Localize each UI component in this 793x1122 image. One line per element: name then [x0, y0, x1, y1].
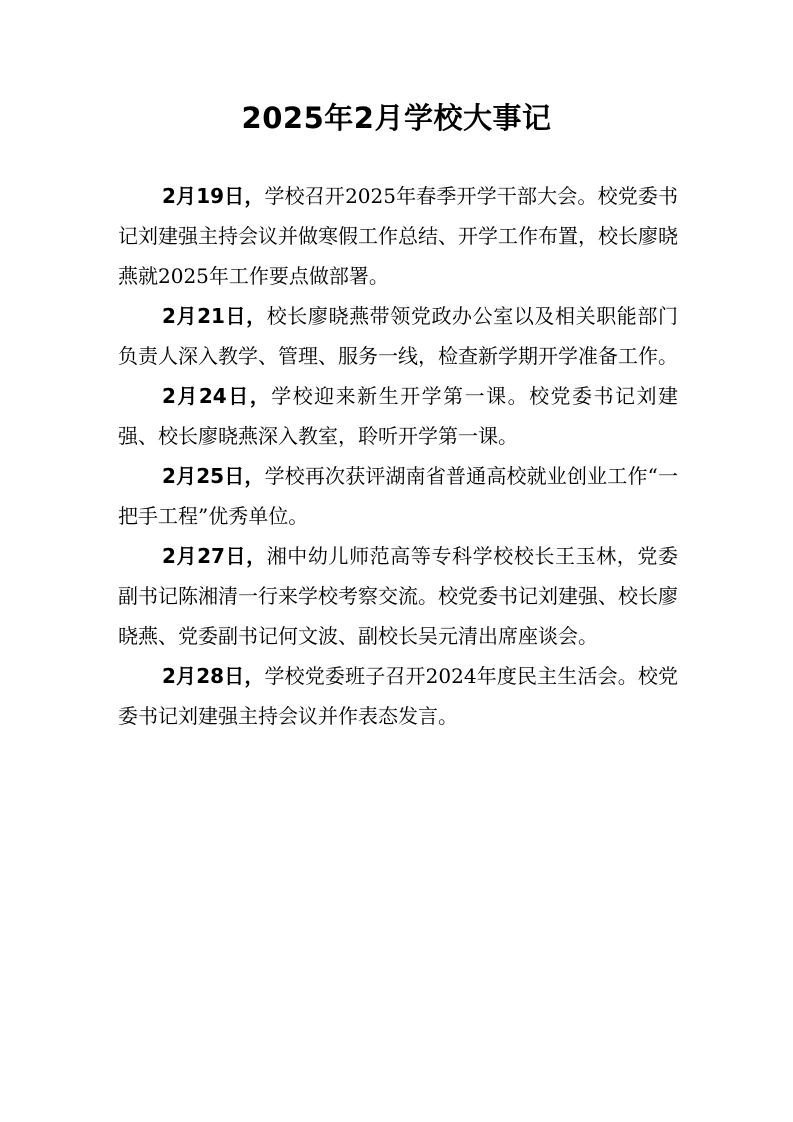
event-date: 2月24日，: [162, 384, 272, 408]
event-entry-0221: [118, 296, 678, 376]
event-date: 2月28日，: [162, 664, 265, 688]
event-text: 学校迎来新生开学第一课。校党委书记刘建强、校长廖晓燕深入教室，聆听开学第一课。: [118, 384, 679, 448]
event-entry-0228: [118, 656, 678, 736]
event-date: 2月21日，: [162, 304, 267, 328]
event-entry-0227: [118, 536, 678, 656]
event-entry-0224: [118, 376, 678, 456]
event-entry-0225: [118, 456, 678, 536]
event-text: 学校再次获评湖南省普通高校就业创业工作“一把手工程”优秀单位。: [118, 464, 678, 528]
event-date: 2月27日，: [162, 544, 267, 568]
event-entry-0219: [118, 176, 678, 296]
event-text: 校长廖晓燕带领党政办公室以及相关职能部门负责人深入教学、管理、服务一线，检查新学期开学准备工作。: [118, 304, 678, 368]
event-date: 2月19日，: [162, 184, 265, 208]
events-list: [118, 176, 678, 736]
event-text: 学校党委班子召开2024年度民主生活会。校党委书记刘建强主持会议并作表态发言。: [118, 664, 678, 728]
event-text: 学校召开2025年春季开学干部大会。校党委书记刘建强主持会议并做寒假工作总结、开学工作布置，校长廖晓燕就2025年工作要点做部署。: [118, 184, 678, 288]
document-title: 2025年2月学校大事记: [241, 101, 552, 135]
event-text: 湘中幼儿师范高等专科学校校长王玉林，党委副书记陈湘清一行来学校考察交流。校党委书记刘建强、校长廖晓燕、党委副书记何文波、副校长吴元清出席座谈会。: [118, 544, 678, 648]
event-date: 2月25日，: [162, 464, 265, 488]
